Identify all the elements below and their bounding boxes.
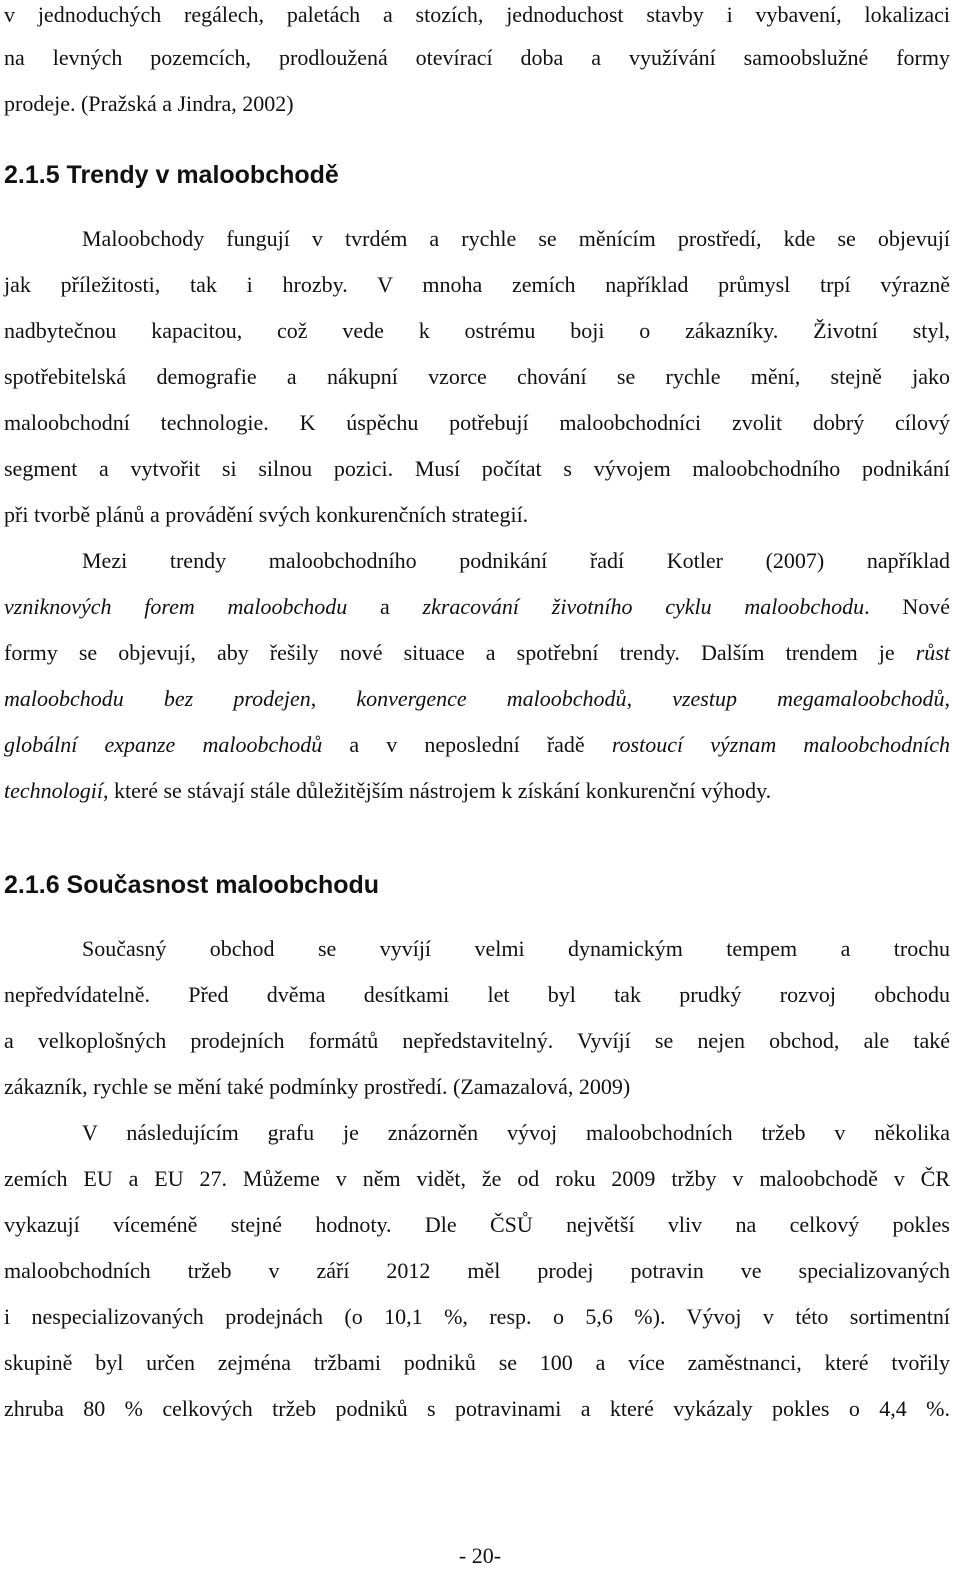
intro-line-2: na levných pozemcích, prodloužená otevírací doba a využívání samoobslužné formy bbox=[4, 45, 950, 70]
s215-p2-line-1: Mezi trendy maloobchodního podnikání řadí Kotler (2007) například bbox=[82, 548, 950, 573]
s215-p2-line-2 bbox=[4, 592, 950, 622]
s216-p1-line-1: Současný obchod se vyvíjí velmi dynamickým tempem a trochu bbox=[82, 936, 950, 961]
s216-p1-line-2: nepředvídatelně. Před dvěma desítkami let byl tak prudký rozvoj obchodu bbox=[4, 982, 950, 1007]
s215-p2-line-6 bbox=[4, 776, 950, 806]
s215-p1-line-5: maloobchodní technologie. K úspěchu potřebují maloobchodníci zvolit dobrý cílový bbox=[4, 410, 950, 435]
emphasis-text: zkracování životního cyklu maloobchodu bbox=[422, 594, 865, 619]
s216-p1-line-4: zákazník, rychle se mění také podmínky prostředí. (Zamazalová, 2009) bbox=[4, 1074, 631, 1099]
s216-p1-line-3: a velkoplošných prodejních formátů nepředstavitelný. Vyvíjí se nejen obchod, ale také bbox=[4, 1028, 950, 1053]
s216-p2-line-3: vykazují víceméně stejné hodnoty. Dle ČSŮ největší vliv na celkový pokles bbox=[4, 1212, 950, 1237]
plain-text: a v neposlední řadě bbox=[322, 732, 612, 757]
emphasis-text: maloobchodu bez prodejen bbox=[4, 686, 311, 711]
s215-p2-line-4 bbox=[4, 684, 950, 714]
plain-text: , bbox=[310, 686, 357, 711]
emphasis-text: rostoucí význam maloobchodních bbox=[611, 732, 950, 757]
s215-p1-line-7: při tvorbě plánů a provádění svých konkurenčních strategií. bbox=[4, 502, 529, 527]
s215-p1-line-3: nadbytečnou kapacitou, což vede k ostrému boji o zákazníky. Životní styl, bbox=[4, 318, 950, 343]
plain-text: , které se stávají stále důležitějším nástrojem k získání konkurenční výhody. bbox=[102, 778, 772, 803]
plain-text: . Nové bbox=[864, 594, 951, 619]
s215-p1-line-1: Maloobchody fungují v tvrdém a rychle se měnícím prostředí, kde se objevují bbox=[82, 226, 950, 251]
s215-p1-line-4: spotřebitelská demografie a nákupní vzorce chování se rychle mění, stejně jako bbox=[4, 364, 950, 389]
s216-p2-line-5: i nespecializovaných prodejnách (o 10,1 %, resp. o 5,6 %). Vývoj v této sortimentní bbox=[4, 1304, 950, 1329]
section-heading-2-1-6: 2.1.6 Současnost maloobchodu bbox=[4, 871, 380, 899]
section-heading-2-1-5: 2.1.5 Trendy v maloobchodě bbox=[4, 161, 339, 189]
s216-p2-line-7: zhruba 80 % celkových tržeb podniků s potravinami a které vykázaly pokles o 4,4 %. bbox=[4, 1396, 950, 1421]
emphasis-text: konvergence maloobchodů bbox=[356, 686, 627, 711]
s215-p1-line-2: jak příležitosti, tak i hrozby. V mnoha zemích například průmysl trpí výrazně bbox=[4, 272, 950, 297]
s216-p2-line-6: skupině byl určen zejména tržbami podniků se 100 a více zaměstnanci, které tvořily bbox=[4, 1350, 950, 1375]
s215-p2-line-5 bbox=[4, 730, 950, 760]
plain-text: , bbox=[944, 686, 950, 711]
page-number: - 20- bbox=[458, 1543, 502, 1568]
emphasis-text: vzestup megamaloobchodů bbox=[672, 686, 945, 711]
intro-line-3: prodeje. (Pražská a Jindra, 2002) bbox=[4, 91, 294, 116]
plain-text: , bbox=[626, 686, 673, 711]
s216-p2-line-1: V následujícím grafu je znázorněn vývoj maloobchodních tržeb v několika bbox=[82, 1120, 950, 1145]
emphasis-text: růst bbox=[915, 640, 950, 665]
plain-text: formy se objevují, aby řešily nové situace a spotřební trendy. Dalším trendem je bbox=[4, 640, 916, 665]
emphasis-text: vzniknových forem maloobchodu bbox=[4, 594, 348, 619]
emphasis-text: technologií bbox=[4, 778, 103, 803]
intro-line-1: v jednoduchých regálech, paletách a stozích, jednoduchost stavby i vybavení, lokalizaci bbox=[4, 2, 950, 27]
s215-p1-line-6: segment a vytvořit si silnou pozici. Musí počítat s vývojem maloobchodního podnikání bbox=[4, 456, 950, 481]
s216-p2-line-4: maloobchodních tržeb v září 2012 měl prodej potravin ve specializovaných bbox=[4, 1258, 950, 1283]
emphasis-text: globální expanze maloobchodů bbox=[4, 732, 323, 757]
s216-p2-line-2: zemích EU a EU 27. Můžeme v něm vidět, že od roku 2009 tržby v maloobchodě v ČR bbox=[4, 1166, 950, 1191]
s215-p2-line-3 bbox=[4, 638, 950, 668]
plain-text: a bbox=[347, 594, 423, 619]
